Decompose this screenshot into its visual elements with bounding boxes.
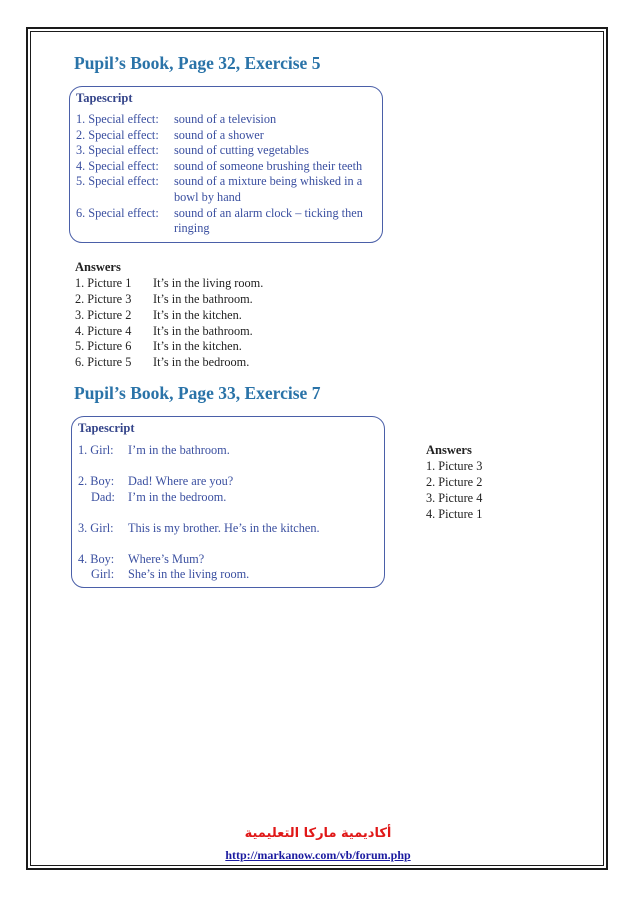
answer-picture: 4. Picture 4 bbox=[75, 323, 132, 338]
tapescript-item-text: sound of a mixture being whisked in a bbox=[174, 174, 363, 188]
answer-text: It’s in the bathroom. bbox=[153, 292, 253, 306]
answer-picture: 1. Picture 1 bbox=[75, 276, 132, 290]
answer-text: It’s in the kitchen. bbox=[153, 308, 242, 322]
tapescript-item-number: 1. Special effect: bbox=[76, 112, 159, 126]
dialogue-text: I’m in the bathroom. bbox=[128, 443, 230, 457]
section1-answers-title: Answers bbox=[75, 260, 121, 274]
tapescript-item-text: sound of someone brushing their teeth bbox=[174, 158, 363, 173]
answer-row: 3. Picture 4 bbox=[426, 491, 483, 505]
dialogue-speaker: 4. Boy: bbox=[78, 551, 115, 566]
tapescript-item-number: 2. Special effect: bbox=[76, 127, 159, 142]
tapescript-item-number: 6. Special effect: bbox=[76, 205, 159, 220]
dialogue-speaker: 2. Boy: bbox=[78, 474, 115, 488]
answer-text: It’s in the kitchen. bbox=[153, 339, 242, 353]
footer-academy-name: أكاديمية ماركا التعليمية bbox=[244, 826, 392, 841]
dialogue-text: She’s in the living room. bbox=[128, 567, 250, 581]
answer-picture: 3. Picture 2 bbox=[75, 308, 132, 322]
tapescript-item-text: sound of a shower bbox=[174, 127, 264, 142]
answer-row: 1. Picture 3 bbox=[426, 459, 483, 473]
dialogue-speaker: Girl: bbox=[91, 567, 115, 581]
answer-text: It’s in the living room. bbox=[153, 276, 264, 290]
answer-row: 2. Picture 2 bbox=[426, 475, 483, 489]
footer-forum-link[interactable]: http://markanow.com/vb/forum.php bbox=[225, 848, 411, 862]
answer-picture: 6. Picture 5 bbox=[75, 355, 132, 369]
tapescript-item-number: 4. Special effect: bbox=[76, 158, 159, 173]
section2-tapescript-box bbox=[71, 416, 385, 588]
dialogue-text: This is my brother. He’s in the kitchen. bbox=[128, 520, 320, 535]
answer-text: It’s in the bathroom. bbox=[153, 323, 253, 338]
dialogue-text: I’m in the bedroom. bbox=[128, 489, 227, 504]
tapescript-item-text: bowl by hand bbox=[174, 189, 241, 204]
answer-row: 4. Picture 1 bbox=[426, 507, 483, 521]
answer-picture: 5. Picture 6 bbox=[75, 339, 132, 353]
dialogue-speaker: 3. Girl: bbox=[78, 520, 114, 535]
section2-answers-title: Answers bbox=[426, 443, 472, 457]
section1-tapescript-title: Tapescript bbox=[76, 91, 133, 105]
tapescript-item-text: sound of cutting vegetables bbox=[174, 143, 309, 157]
tapescript-item-text: sound of a television bbox=[174, 112, 277, 126]
tapescript-item-number: 5. Special effect: bbox=[76, 174, 159, 188]
section1-heading: Pupil’s Book, Page 32, Exercise 5 bbox=[74, 53, 321, 73]
tapescript-item-text: ringing bbox=[174, 221, 210, 236]
section2-tapescript-title: Tapescript bbox=[78, 421, 135, 435]
answer-text: It’s in the bedroom. bbox=[153, 355, 250, 369]
dialogue-text: Where’s Mum? bbox=[128, 551, 205, 566]
dialogue-speaker: 1. Girl: bbox=[78, 443, 114, 457]
section2-heading: Pupil’s Book, Page 33, Exercise 7 bbox=[74, 383, 321, 403]
dialogue-speaker: Dad: bbox=[91, 489, 115, 504]
tapescript-item-number: 3. Special effect: bbox=[76, 143, 159, 157]
dialogue-text: Dad! Where are you? bbox=[128, 474, 234, 488]
answer-picture: 2. Picture 3 bbox=[75, 292, 132, 306]
tapescript-item-text: sound of an alarm clock – ticking then bbox=[174, 205, 363, 220]
